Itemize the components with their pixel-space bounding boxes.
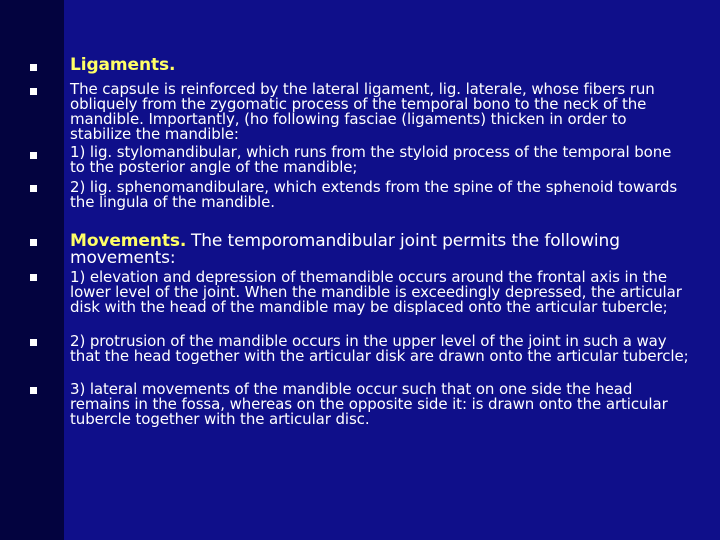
movements-heading: Movements. <box>70 231 187 251</box>
square-bullet-icon <box>30 339 37 346</box>
movements-paragraph <box>70 233 690 267</box>
protrusion-paragraph: 2) protrusion of the mandible occurs in the upper level of the joint in such a way that the head together with the articular disk are drawn onto the articular tubercle; <box>70 332 689 365</box>
ligaments-heading: Ligaments. <box>70 55 176 75</box>
square-bullet-icon <box>30 239 37 246</box>
square-bullet-icon <box>30 387 37 394</box>
sphenomandibular-paragraph: 2) lig. sphenomandibulare, which extends from the spine of the sphenoid towards the lingula of the mandible. <box>70 178 678 211</box>
movements-intro: The temporomandibular joint permits the following movements: <box>70 231 620 268</box>
square-bullet-icon <box>30 64 37 71</box>
square-bullet-icon <box>30 185 37 192</box>
elevation-paragraph: 1) elevation and depression of themandible occurs around the frontal axis in the lower level of the joint. When the mandible is exceedingly depressed, the articular disk with the head of the mandible may be displaced onto the articular tubercle; <box>70 268 682 316</box>
square-bullet-icon <box>30 274 37 281</box>
square-bullet-icon <box>30 88 37 95</box>
lateral-paragraph: 3) lateral movements of the mandible occur such that on one side the head remains in the fossa, whereas on the opposite side it: is drawn onto the articular tubercle together with the articular disc. <box>70 380 668 428</box>
stylomandibular-paragraph: 1) lig. stylomandibular, which runs from the styloid process of the temporal bone to the posterior angle of the mandible; <box>70 143 672 176</box>
square-bullet-icon <box>30 152 37 159</box>
capsule-paragraph: The capsule is reinforced by the lateral ligament, lig. laterale, whose fibers run obliquely from the zygomatic process of the temporal bono to the neck of the mandible. Importantly, (ho following fasciae (ligaments) thicken in order to stabilize the mandible: <box>70 80 655 143</box>
